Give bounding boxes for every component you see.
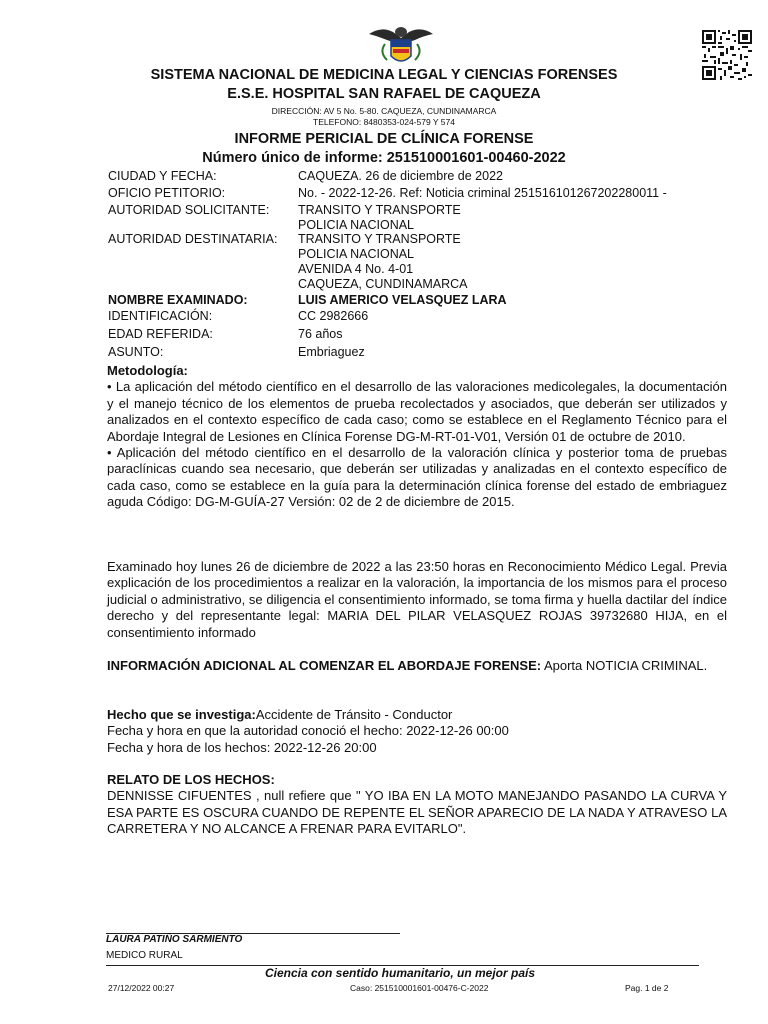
hospital-address: DIRECCIÓN: AV 5 No. 5-80. CAQUEZA, CUNDINAMARCA bbox=[271, 106, 497, 116]
signer-role: MEDICO RURAL bbox=[106, 950, 183, 961]
metodologia-paragraph-2: • Aplicación del método científico en el desarrollo de la valoración clínica y posterior toma de pruebas paraclínicas cuando sea necesario, que deberán ser utilizadas y analizadas en el contexto específico de cada caso, como se establece en la guía para la determinación clínica forense del estado de embriaguez aguda Código: DG-M-GUÍA-27 Versión: 02 de 2 de diciembre de 2015. bbox=[107, 445, 727, 510]
field-value: AVENIDA 4 No. 4-01 bbox=[298, 262, 414, 276]
field-label: AUTORIDAD DESTINATARIA: bbox=[108, 232, 278, 246]
report-number: Número único de informe: 251510001601-00460-2022 bbox=[202, 150, 566, 166]
field-value: CC 2982666 bbox=[298, 309, 369, 323]
field-value: Embriaguez bbox=[298, 345, 365, 359]
coat-of-arms-logo bbox=[367, 24, 435, 68]
footer-case: Caso: 251510001601-00476-C-2022 bbox=[350, 983, 489, 993]
relato-text: DENNISSE CIFUENTES , null refiere que " YO IBA EN LA MOTO MANEJANDO PASANDO LA CURVA Y ESA PARTE ES OSCURA CUANDO DE REPENTE EL SEÑOR APARECIO DE LA NADA Y ATRAVESO LA CARRETERA Y NO ALCANCE A FRENAR PARA EVITARLO". bbox=[107, 788, 727, 837]
field-label: ASUNTO: bbox=[108, 345, 164, 359]
metodologia-paragraph-1: • La aplicación del método científico en el desarrollo de las valoraciones medicolegales, la documentación y el manejo técnico de los elementos de prueba recolectados y asociados, que deberán ser utilizados y analizados en el contexto específico de cada caso; como se establece en el Reglamento Técnico para el Abordaje Integral de Lesiones en Clínica Forense DG-M-RT-01-V01, Versión 01 de octubre de 2010. bbox=[107, 379, 727, 444]
examinado-section bbox=[107, 559, 727, 641]
field-value: 76 años bbox=[298, 327, 343, 341]
hecho-heading: Hecho que se investiga: bbox=[107, 707, 256, 722]
field-value: POLICIA NACIONAL bbox=[298, 218, 415, 232]
report-title: INFORME PERICIAL DE CLÍNICA FORENSE bbox=[234, 131, 534, 147]
footer-page: Pag. 1 de 2 bbox=[625, 983, 669, 993]
field-value: TRANSITO Y TRANSPORTE bbox=[298, 232, 461, 246]
hecho-text: Accidente de Tránsito - Conductor bbox=[255, 707, 453, 722]
info-adicional-heading: INFORMACIÓN ADICIONAL AL COMENZAR EL ABORDAJE FORENSE: bbox=[107, 658, 542, 673]
field-value: No. - 2022-12-26. Ref: Noticia criminal 251516101267202280011 - bbox=[298, 186, 667, 200]
field-label: OFICIO PETITORIO: bbox=[108, 186, 226, 200]
footer-motto: Ciencia con sentido humanitario, un mejor país bbox=[264, 966, 536, 980]
hospital-title: E.S.E. HOSPITAL SAN RAFAEL DE CAQUEZA bbox=[227, 86, 541, 102]
field-label: CIUDAD Y FECHA: bbox=[108, 169, 217, 183]
field-label: AUTORIDAD SOLICITANTE: bbox=[108, 203, 270, 217]
field-value: CAQUEZA. 26 de diciembre de 2022 bbox=[298, 169, 503, 183]
signer-name: LAURA PATIÑO SARMIENTO bbox=[106, 934, 243, 945]
hecho-section bbox=[107, 707, 727, 756]
field-label: NOMBRE EXAMINADO: bbox=[108, 293, 248, 307]
field-value: LUIS AMERICO VELASQUEZ LARA bbox=[298, 293, 507, 307]
field-value: CAQUEZA, CUNDINAMARCA bbox=[298, 277, 468, 291]
metodologia-heading: Metodología: bbox=[107, 363, 188, 378]
field-value: TRANSITO Y TRANSPORTE bbox=[298, 203, 461, 217]
field-label: EDAD REFERIDA: bbox=[108, 327, 213, 341]
info-adicional-section bbox=[107, 658, 727, 674]
field-value: POLICIA NACIONAL bbox=[298, 247, 415, 261]
footer-datetime: 27/12/2022 00:27 bbox=[108, 983, 175, 993]
hospital-phone: TELEFONO: 8480353-024-579 Y 574 bbox=[313, 117, 455, 127]
relato-section bbox=[107, 772, 727, 838]
metodologia-section bbox=[107, 363, 727, 511]
fecha-hechos: Fecha y hora de los hechos: 2022-12-26 20:00 bbox=[107, 739, 377, 755]
fecha-conocio: Fecha y hora en que la autoridad conoció el hecho: 2022-12-26 00:00 bbox=[107, 723, 509, 739]
info-adicional-text: Aporta NOTICIA CRIMINAL. bbox=[541, 658, 708, 673]
relato-heading: RELATO DE LOS HECHOS: bbox=[107, 772, 275, 787]
examinado-paragraph: Examinado hoy lunes 26 de diciembre de 2022 a las 23:50 horas en Reconocimiento Médico Legal. Previa explicación de los procedimientos a realizar en la valoración, la importancia de los mismos para el proceso judicial o administrativo, se diligencia el consentimiento informado, se toma firma y huella dactilar del índice derecho y del representante legal: MARIA DEL PILAR VELASQUEZ ROJAS 39732680 HIJA, en el consentimiento informado bbox=[107, 559, 727, 640]
field-label: IDENTIFICACIÓN: bbox=[108, 309, 213, 323]
institution-title: SISTEMA NACIONAL DE MEDICINA LEGAL Y CIENCIAS FORENSES bbox=[150, 67, 618, 83]
